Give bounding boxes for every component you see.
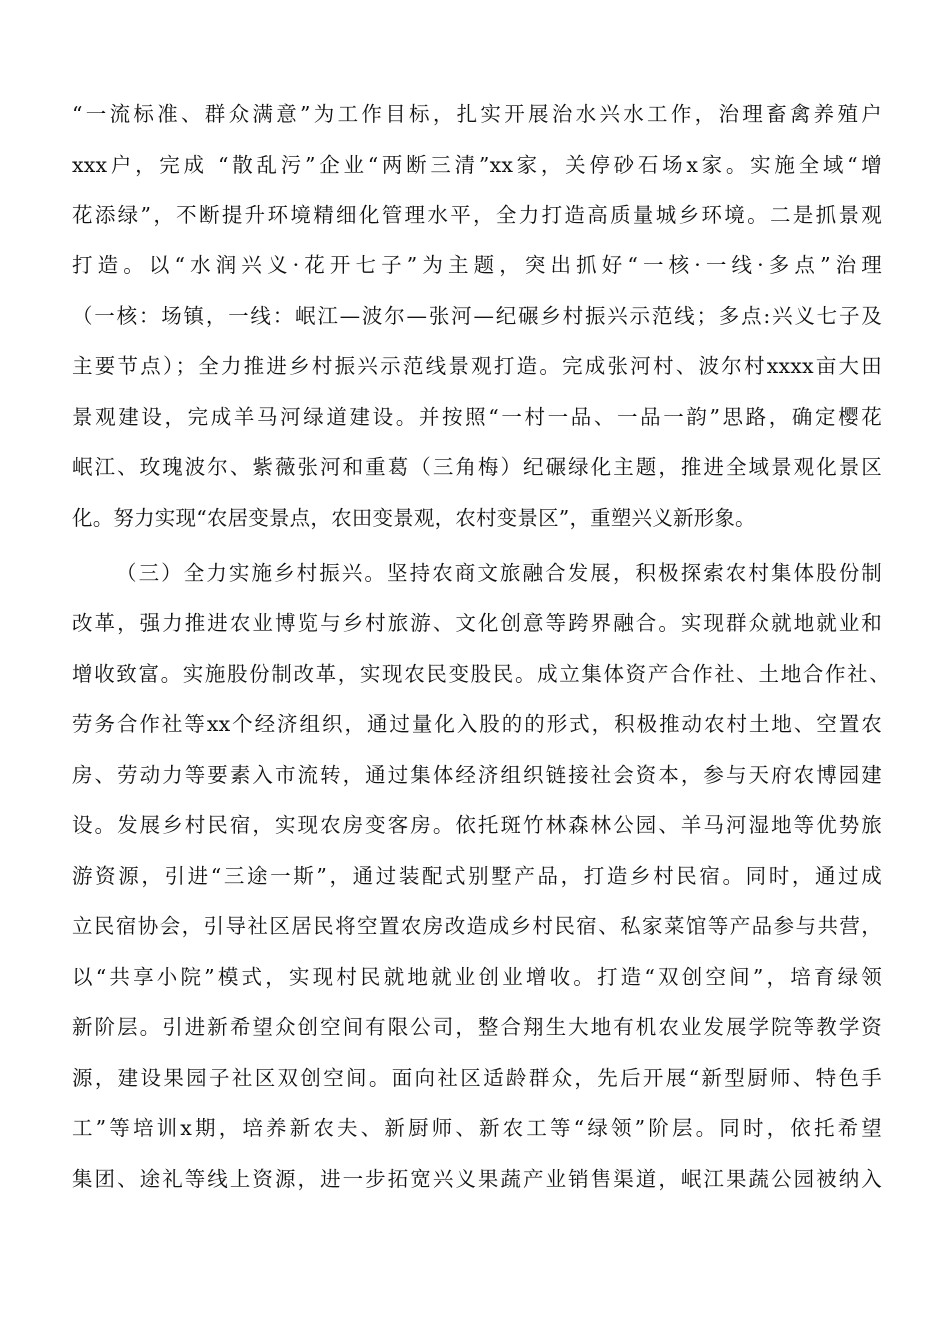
text-line: 化。努力实现“农居变景点，农田变景观，农村变景区”，重塑兴义新形象。 — [72, 506, 756, 530]
text-line: 花添绿”，不断提升环境精细化管理水平，全力打造高质量城乡环境。二是抓景观 — [72, 203, 882, 227]
text-line: 改革，强力推进农业博览与乡村旅游、文化创意等跨界融合。实现群众就地就业和 — [72, 611, 882, 635]
text-line: 设。发展乡村民宿，实现农房变客房。依托斑竹林森林公园、羊马河湿地等优势旅 — [72, 813, 882, 837]
text-line: 以“共享小院”模式，实现村民就地就业创业增收。打造“双创空间”，培育绿领 — [72, 965, 882, 989]
text-line: 源，建设果园子社区双创空间。面向社区适龄群众，先后开展“新型厨师、特色手 — [72, 1066, 882, 1090]
text-line: （一核：场镇，一线：岷江—波尔—张河—纪碾乡村振兴示范线；多点:兴义七子及 — [72, 304, 882, 328]
section-heading-line: （三）全力实施乡村振兴。坚持农商文旅融合发展，积极探索农村集体股份制 — [116, 561, 882, 585]
text-line: 游资源，引进“三途一斯”，通过装配式别墅产品，打造乡村民宿。同时，通过成 — [72, 864, 882, 888]
text-line: 景观建设，完成羊马河绿道建设。并按照“一村一品、一品一韵”思路，确定樱花 — [72, 405, 882, 429]
text-line: xxx户，完成 “散乱污”企业“两断三清”xx家，关停砂石场x家。实施全域“增 — [72, 153, 882, 177]
text-line: 房、劳动力等要素入市流转，通过集体经济组织链接社会资本，参与天府农博园建 — [72, 763, 882, 787]
text-line: 主要节点）；全力推进乡村振兴示范线景观打造。完成张河村、波尔村xxxx亩大田 — [72, 354, 882, 378]
text-line: 集团、途礼等线上资源，进一步拓宽兴义果蔬产业销售渠道，岷江果蔬公园被纳入 — [72, 1167, 882, 1191]
text-line: 工”等培训x期，培养新农夫、新厨师、新农工等“绿领”阶层。同时，依托希望 — [72, 1116, 882, 1140]
text-line: 立民宿协会，引导社区居民将空置农房改造成乡村民宿、私家菜馆等产品参与共营， — [72, 914, 882, 938]
text-line: 新阶层。引进新希望众创空间有限公司，整合翔生大地有机农业发展学院等教学资 — [72, 1015, 882, 1039]
text-line: 岷江、玫瑰波尔、紫薇张河和重葛（三角梅）纪碾绿化主题，推进全域景观化景区 — [72, 455, 882, 479]
text-line: 打造。以“水润兴义·花开七子”为主题，突出抓好“一核·一线·多点”治理 — [72, 253, 882, 277]
text-line: 增收致富。实施股份制改革，实现农民变股民。成立集体资产合作社、土地合作社、 — [72, 662, 890, 686]
text-line: 劳务合作社等xx个经济组织，通过量化入股的的形式，积极推动农村土地、空置农 — [72, 712, 882, 736]
text-line: “一流标准、群众满意”为工作目标，扎实开展治水兴水工作，治理畜禽养殖户 — [72, 102, 882, 126]
